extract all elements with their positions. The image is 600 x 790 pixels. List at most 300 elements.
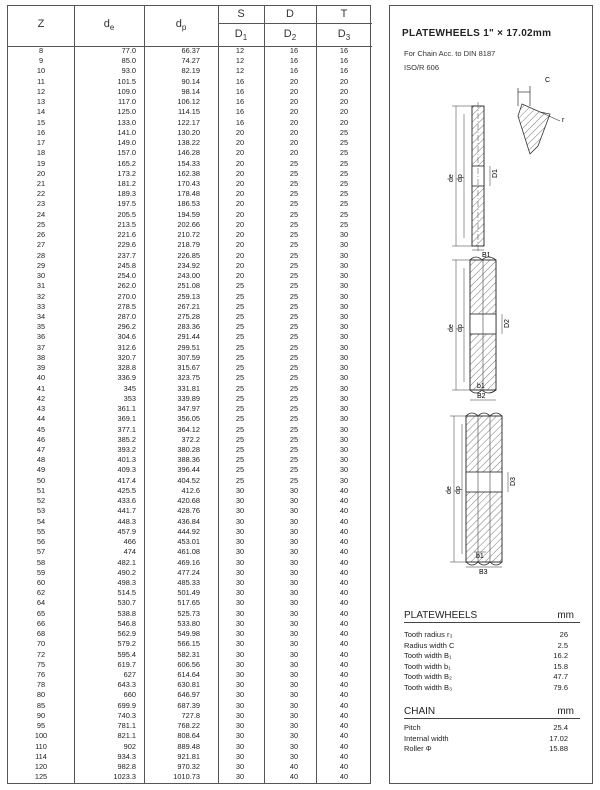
- label-r: r: [562, 117, 565, 124]
- table-cell: 30: [235, 721, 245, 731]
- table-cell: 441.7: [117, 506, 136, 516]
- table-cell: 25: [289, 342, 299, 352]
- table-row: [8, 528, 370, 536]
- table-cell: 17: [36, 138, 46, 148]
- spec-value: 15.8: [553, 661, 568, 671]
- table-cell: 30: [289, 710, 299, 720]
- table-row: [8, 732, 370, 740]
- table-row: [8, 160, 370, 168]
- table-cell: 12: [235, 56, 245, 66]
- table-cell: 25: [289, 178, 299, 188]
- table-cell: 218.79: [177, 240, 200, 250]
- table-cell: 727.8: [181, 710, 200, 720]
- table-cell: 39: [36, 363, 46, 373]
- table-cell: 52: [36, 496, 46, 506]
- table-cell: 40: [339, 721, 349, 731]
- spec-value: 79.6: [553, 682, 568, 692]
- table-cell: 401.3: [117, 455, 136, 465]
- table-cell: 30: [339, 291, 349, 301]
- label-dp-3: dp: [455, 486, 462, 494]
- table-cell: 101.5: [117, 76, 136, 86]
- table-cell: 40: [339, 598, 349, 608]
- header-z: Z: [37, 18, 45, 30]
- table-cell: 55: [36, 526, 46, 536]
- table-cell: 22: [36, 189, 46, 199]
- table-cell: 436.84: [177, 516, 200, 526]
- table-row: [8, 262, 370, 270]
- table-cell: 21: [36, 178, 46, 188]
- table-cell: 30: [235, 557, 245, 567]
- table-cell: 25: [235, 434, 245, 444]
- table-cell: 36: [36, 332, 46, 342]
- spec-row: [404, 734, 574, 743]
- table-cell: 40: [339, 731, 349, 741]
- double-sprocket-drawing: [448, 257, 511, 400]
- spec-label: Tooth width b₁: [404, 661, 451, 671]
- header-d: D: [286, 8, 294, 20]
- table-cell: 30: [339, 311, 349, 321]
- table-cell: 30: [289, 567, 299, 577]
- table-cell: 16: [289, 56, 299, 66]
- table-cell: 501.49: [177, 588, 200, 598]
- table-cell: 120: [34, 762, 48, 772]
- technical-drawings: [390, 6, 594, 576]
- table-cell: 30: [339, 301, 349, 311]
- label-dp: dp: [457, 174, 464, 182]
- table-cell: 448.3: [117, 516, 136, 526]
- spec-value: 16.2: [553, 651, 568, 660]
- table-cell: 30: [289, 680, 299, 690]
- header-d3: $D_3$: [337, 28, 351, 43]
- table-row: [8, 344, 370, 352]
- table-cell: 30: [235, 649, 245, 659]
- table-cell: 275.28: [177, 311, 200, 321]
- table-cell: 31: [36, 281, 46, 291]
- table-cell: 278.5: [117, 301, 136, 311]
- table-cell: 27: [36, 240, 46, 250]
- table-cell: 72: [36, 649, 46, 659]
- table-cell: 336.9: [117, 373, 136, 383]
- table-cell: 138.22: [177, 138, 200, 148]
- table-row: [8, 722, 370, 730]
- header-de: $d_e$: [103, 18, 115, 33]
- table-cell: 25: [235, 404, 245, 414]
- table-cell: 20: [235, 178, 245, 188]
- table-cell: 85.0: [121, 56, 136, 66]
- table-cell: 393.2: [117, 444, 136, 454]
- table-cell: 24: [36, 209, 46, 219]
- table-cell: 20: [289, 148, 299, 158]
- spec-value: 47.7: [553, 672, 568, 681]
- table-cell: 25: [289, 250, 299, 260]
- table-cell: 68: [36, 629, 46, 639]
- table-cell: 16: [235, 76, 245, 86]
- table-cell: 243.00: [177, 271, 200, 281]
- table-cell: 15: [36, 117, 46, 127]
- table-cell: 409.3: [117, 465, 136, 475]
- table-cell: 30: [235, 751, 245, 761]
- table-cell: 221.6: [117, 230, 136, 240]
- table-cell: 16: [339, 46, 349, 55]
- table-cell: 20: [289, 117, 299, 127]
- table-cell: 20: [289, 107, 299, 117]
- table-cell: 30: [339, 373, 349, 383]
- table-cell: 20: [289, 76, 299, 86]
- table-cell: 40: [339, 608, 349, 618]
- table-cell: 40: [339, 485, 349, 495]
- table-cell: 30: [235, 506, 245, 516]
- table-cell: 474: [123, 547, 136, 557]
- table-cell: 25: [289, 240, 299, 250]
- table-cell: 404.52: [177, 475, 200, 485]
- triple-sprocket-drawing: [446, 413, 517, 576]
- table-row: [8, 661, 370, 669]
- table-row: [8, 691, 370, 699]
- table-row: [8, 630, 370, 638]
- label-d2: D2: [504, 319, 511, 328]
- sprocket-dimension-table: [7, 5, 371, 784]
- spec-row: [404, 672, 574, 681]
- table-cell: 16: [339, 66, 349, 76]
- table-cell: 267.21: [177, 301, 200, 311]
- spec-label: Pitch: [404, 723, 421, 732]
- table-cell: 20: [339, 76, 349, 86]
- table-cell: 25: [235, 291, 245, 301]
- table-cell: 30: [235, 516, 245, 526]
- table-cell: 40: [339, 690, 349, 700]
- table-cell: 40: [339, 547, 349, 557]
- table-cell: 25: [289, 332, 299, 342]
- table-cell: 627: [123, 670, 136, 680]
- table-cell: 66: [36, 618, 46, 628]
- table-cell: 538.8: [117, 608, 136, 618]
- table-cell: 125: [34, 772, 48, 782]
- table-row: [8, 497, 370, 505]
- table-cell: 70: [36, 639, 46, 649]
- table-cell: 270.0: [117, 291, 136, 301]
- table-row: [8, 763, 370, 771]
- table-cell: 40: [339, 557, 349, 567]
- table-cell: 38: [36, 352, 46, 362]
- table-cell: 114: [35, 751, 47, 761]
- table-cell: 20: [235, 168, 245, 178]
- table-cell: 20: [289, 97, 299, 107]
- table-row: [8, 466, 370, 474]
- table-cell: 40: [289, 762, 299, 772]
- table-cell: 16: [289, 66, 299, 76]
- table-cell: 133.0: [117, 117, 136, 127]
- table-cell: 42: [36, 393, 46, 403]
- table-cell: 307.59: [177, 352, 200, 362]
- table-cell: 35: [36, 322, 46, 332]
- table-cell: 40: [339, 639, 349, 649]
- table-cell: 934.3: [117, 751, 136, 761]
- chain-heading: CHAIN mm: [404, 706, 580, 719]
- table-cell: 25: [235, 342, 245, 352]
- table-row: [8, 67, 370, 75]
- table-row: [8, 323, 370, 331]
- table-cell: 595.4: [117, 649, 136, 659]
- table-cell: 630.81: [177, 680, 200, 690]
- spec-value: 17.02: [549, 733, 568, 743]
- table-cell: 11: [37, 76, 45, 86]
- table-cell: 25: [289, 475, 299, 485]
- table-cell: 13: [36, 97, 46, 107]
- label-de-2: de: [448, 324, 455, 332]
- table-cell: 514.5: [117, 588, 136, 598]
- header-s: S: [237, 8, 245, 20]
- table-cell: 245.8: [117, 260, 136, 270]
- table-cell: 16: [235, 107, 245, 117]
- table-cell: 30: [289, 659, 299, 669]
- table-cell: 34: [36, 311, 46, 321]
- table-row: [8, 446, 370, 454]
- table-cell: 40: [289, 772, 299, 782]
- table-cell: 226.85: [177, 250, 200, 260]
- table-cell: 20: [289, 86, 299, 96]
- spec-row: [404, 683, 574, 692]
- table-cell: 30: [289, 741, 299, 751]
- table-cell: 30: [339, 475, 349, 485]
- table-row: [8, 640, 370, 648]
- label-b1: B1: [482, 252, 491, 259]
- table-cell: 90.14: [181, 76, 200, 86]
- label-dp-2: dp: [457, 324, 464, 332]
- table-cell: 20: [289, 127, 299, 137]
- table-cell: 85: [36, 700, 46, 710]
- table-cell: 25: [289, 168, 299, 178]
- table-cell: 12: [235, 46, 245, 55]
- table-cell: 20: [235, 271, 245, 281]
- table-cell: 25: [289, 301, 299, 311]
- table-cell: 30: [339, 434, 349, 444]
- table-cell: 461.08: [177, 547, 200, 557]
- table-cell: 25: [235, 383, 245, 393]
- table-cell: 530.7: [117, 598, 136, 608]
- spec-label: Internal width: [404, 733, 449, 743]
- table-row: [8, 753, 370, 761]
- table-cell: 30: [235, 485, 245, 495]
- table-cell: 20: [235, 230, 245, 240]
- table-cell: 30: [235, 618, 245, 628]
- table-cell: 646.97: [177, 690, 200, 700]
- table-cell: 154.33: [177, 158, 200, 168]
- table-cell: 20: [235, 260, 245, 270]
- table-row: [8, 221, 370, 229]
- table-row: [8, 272, 370, 280]
- table-row: [8, 477, 370, 485]
- table-row: [8, 671, 370, 679]
- table-cell: 20: [235, 189, 245, 199]
- table-cell: 25: [339, 148, 349, 158]
- table-row: [8, 569, 370, 577]
- table-cell: 546.8: [117, 618, 136, 628]
- table-cell: 30: [36, 271, 46, 281]
- table-cell: 173.2: [117, 168, 136, 178]
- table-cell: 213.5: [117, 219, 136, 229]
- table-cell: 117.0: [118, 97, 136, 107]
- table-cell: 30: [339, 393, 349, 403]
- chain-norm: For Chain Acc. to DIN 8187: [404, 49, 496, 58]
- table-cell: 20: [36, 168, 46, 178]
- table-cell: 781.1: [117, 721, 136, 731]
- table-cell: 25: [289, 373, 299, 383]
- table-cell: 304.6: [117, 332, 136, 342]
- table-cell: 30: [339, 455, 349, 465]
- table-cell: 20: [339, 86, 349, 96]
- table-cell: 16: [235, 117, 245, 127]
- table-cell: 30: [235, 680, 245, 690]
- table-cell: 25: [339, 168, 349, 178]
- table-cell: 40: [339, 567, 349, 577]
- table-cell: 40: [339, 496, 349, 506]
- table-row: [8, 211, 370, 219]
- table-cell: 30: [339, 271, 349, 281]
- table-cell: 579.2: [117, 639, 136, 649]
- table-row: [8, 681, 370, 689]
- table-cell: 16: [235, 97, 245, 107]
- table-cell: 25: [289, 465, 299, 475]
- table-cell: 25: [235, 455, 245, 465]
- table-row: [8, 507, 370, 515]
- table-row: [8, 599, 370, 607]
- table-cell: 30: [289, 751, 299, 761]
- table-cell: 20: [235, 127, 245, 137]
- table-row: [8, 313, 370, 321]
- table-cell: 347.97: [177, 404, 200, 414]
- table-cell: 25: [289, 444, 299, 454]
- table-row: [8, 88, 370, 96]
- table-cell: 902: [123, 741, 136, 751]
- table-cell: 25: [289, 199, 299, 209]
- table-cell: 40: [339, 659, 349, 669]
- table-cell: 48: [36, 455, 46, 465]
- table-cell: 16: [289, 46, 299, 55]
- table-cell: 30: [289, 557, 299, 567]
- label-d1: D1: [492, 169, 499, 178]
- table-cell: 30: [235, 537, 245, 547]
- label-b2: B2: [477, 393, 486, 400]
- table-cell: 466: [123, 537, 136, 547]
- table-cell: 30: [289, 670, 299, 680]
- spec-row: [404, 651, 574, 660]
- table-cell: 20: [339, 107, 349, 117]
- table-cell: 30: [289, 485, 299, 495]
- table-cell: 30: [339, 465, 349, 475]
- table-cell: 40: [339, 506, 349, 516]
- table-cell: 75: [36, 659, 46, 669]
- table-row: [8, 702, 370, 710]
- table-row: [8, 241, 370, 249]
- spec-value: 2.5: [557, 640, 568, 650]
- table-cell: 78: [36, 680, 46, 690]
- table-cell: 25: [339, 127, 349, 137]
- table-cell: 33: [36, 301, 46, 311]
- table-cell: 20: [235, 219, 245, 229]
- table-cell: 237.7: [117, 250, 136, 260]
- spec-row: [404, 630, 574, 639]
- table-cell: 30: [339, 250, 349, 260]
- table-cell: 25: [235, 444, 245, 454]
- table-cell: 181.2: [117, 178, 136, 188]
- table-cell: 30: [235, 526, 245, 536]
- table-cell: 566.15: [177, 639, 200, 649]
- table-cell: 323.75: [177, 373, 200, 383]
- table-cell: 740.3: [117, 710, 136, 720]
- table-cell: 30: [289, 649, 299, 659]
- table-cell: 234.92: [177, 260, 200, 270]
- table-cell: 30: [339, 332, 349, 342]
- table-cell: 40: [339, 526, 349, 536]
- table-cell: 57: [36, 547, 46, 557]
- table-cell: 56: [36, 537, 46, 547]
- table-cell: 30: [235, 762, 245, 772]
- table-cell: 30: [235, 598, 245, 608]
- table-cell: 25: [235, 332, 245, 342]
- table-row: [8, 98, 370, 106]
- table-row: [8, 282, 370, 290]
- spec-row: [404, 744, 574, 753]
- table-cell: 205.5: [117, 209, 136, 219]
- spec-value: 15.88: [549, 744, 568, 753]
- table-cell: 699.9: [117, 700, 136, 710]
- table-cell: 25: [289, 189, 299, 199]
- table-cell: 469.16: [177, 557, 200, 567]
- label-b1-small: b1: [477, 383, 485, 390]
- table-cell: 30: [289, 629, 299, 639]
- table-cell: 109.0: [117, 86, 136, 96]
- table-row: [8, 589, 370, 597]
- table-row: [8, 538, 370, 546]
- table-cell: 30: [235, 639, 245, 649]
- table-cell: 490.2: [117, 567, 136, 577]
- table-cell: 291.44: [177, 332, 200, 342]
- table-cell: 98.14: [181, 86, 200, 96]
- table-cell: 315.67: [177, 363, 200, 373]
- table-cell: 30: [339, 424, 349, 434]
- table-cell: 312.6: [117, 342, 136, 352]
- label-b3: B3: [479, 569, 488, 576]
- table-cell: 49: [36, 465, 46, 475]
- table-row: [8, 405, 370, 413]
- table-cell: 30: [235, 772, 245, 782]
- spec-row: [404, 641, 574, 650]
- table-row: [8, 333, 370, 341]
- table-cell: 388.36: [177, 455, 200, 465]
- table-cell: 32: [36, 291, 46, 301]
- table-row: [8, 712, 370, 720]
- table-cell: 1023.3: [113, 772, 136, 782]
- table-cell: 125.0: [117, 107, 136, 117]
- table-cell: 20: [235, 209, 245, 219]
- table-cell: 53: [36, 506, 46, 516]
- table-cell: 54: [36, 516, 46, 526]
- table-cell: 25: [289, 209, 299, 219]
- table-cell: 562.9: [117, 629, 136, 639]
- table-cell: 25: [339, 199, 349, 209]
- table-cell: 25: [339, 209, 349, 219]
- table-cell: 299.51: [177, 342, 200, 352]
- table-cell: 41: [36, 383, 46, 393]
- table-row: [8, 395, 370, 403]
- table-cell: 59: [36, 567, 46, 577]
- table-cell: 25: [339, 219, 349, 229]
- table-cell: 64: [36, 598, 46, 608]
- table-cell: 194.59: [177, 209, 200, 219]
- table-cell: 372.2: [181, 434, 200, 444]
- table-cell: 19: [36, 158, 46, 168]
- table-cell: 110: [35, 741, 47, 751]
